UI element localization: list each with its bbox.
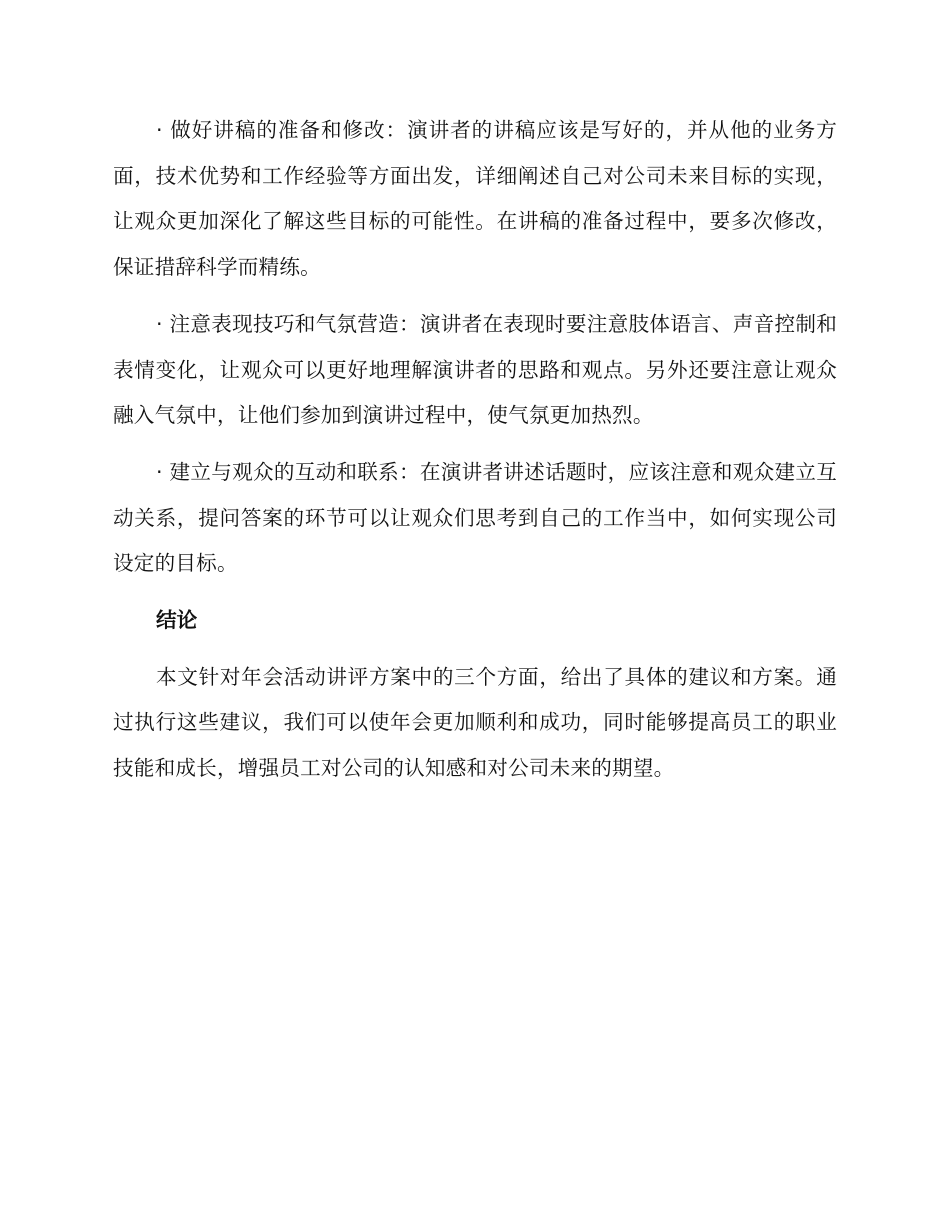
bullet-paragraph-presentation-skills: · 注意表现技巧和气氛营造：演讲者在表现时要注意肢体语言、声音控制和表情变化，让观众可以更好地理解演讲者的思路和观点。另外还要注意让观众融入气氛中，让他们参加到演讲过程中，使气氛更加热烈。 [113, 311, 837, 428]
conclusion-paragraph: 本文针对年会活动讲评方案中的三个方面，给出了具体的建议和方案。通过执行这些建议，我们可以使年会更加顺利和成功，同时能够提高员工的职业技能和成长，增强员工对公司的认知感和对公司未来的期望。 [113, 664, 837, 781]
document-body [113, 108, 837, 803]
conclusion-heading: 结论 [156, 608, 198, 633]
bullet-paragraph-prepare-speech: · 做好讲稿的准备和修改：演讲者的讲稿应该是写好的，并从他的业务方面，技术优势和工作经验等方面出发，详细阐述自己对公司未来目标的实现，让观众更加深化了解这些目标的可能性。在讲稿的准备过程中，要多次修改，保证措辞科学而精练。 [113, 118, 837, 280]
bullet-paragraph-audience-interaction: · 建立与观众的互动和联系：在演讲者讲述话题时，应该注意和观众建立互动关系，提问答案的环节可以让观众们思考到自己的工作当中，如何实现公司设定的目标。 [113, 459, 837, 576]
